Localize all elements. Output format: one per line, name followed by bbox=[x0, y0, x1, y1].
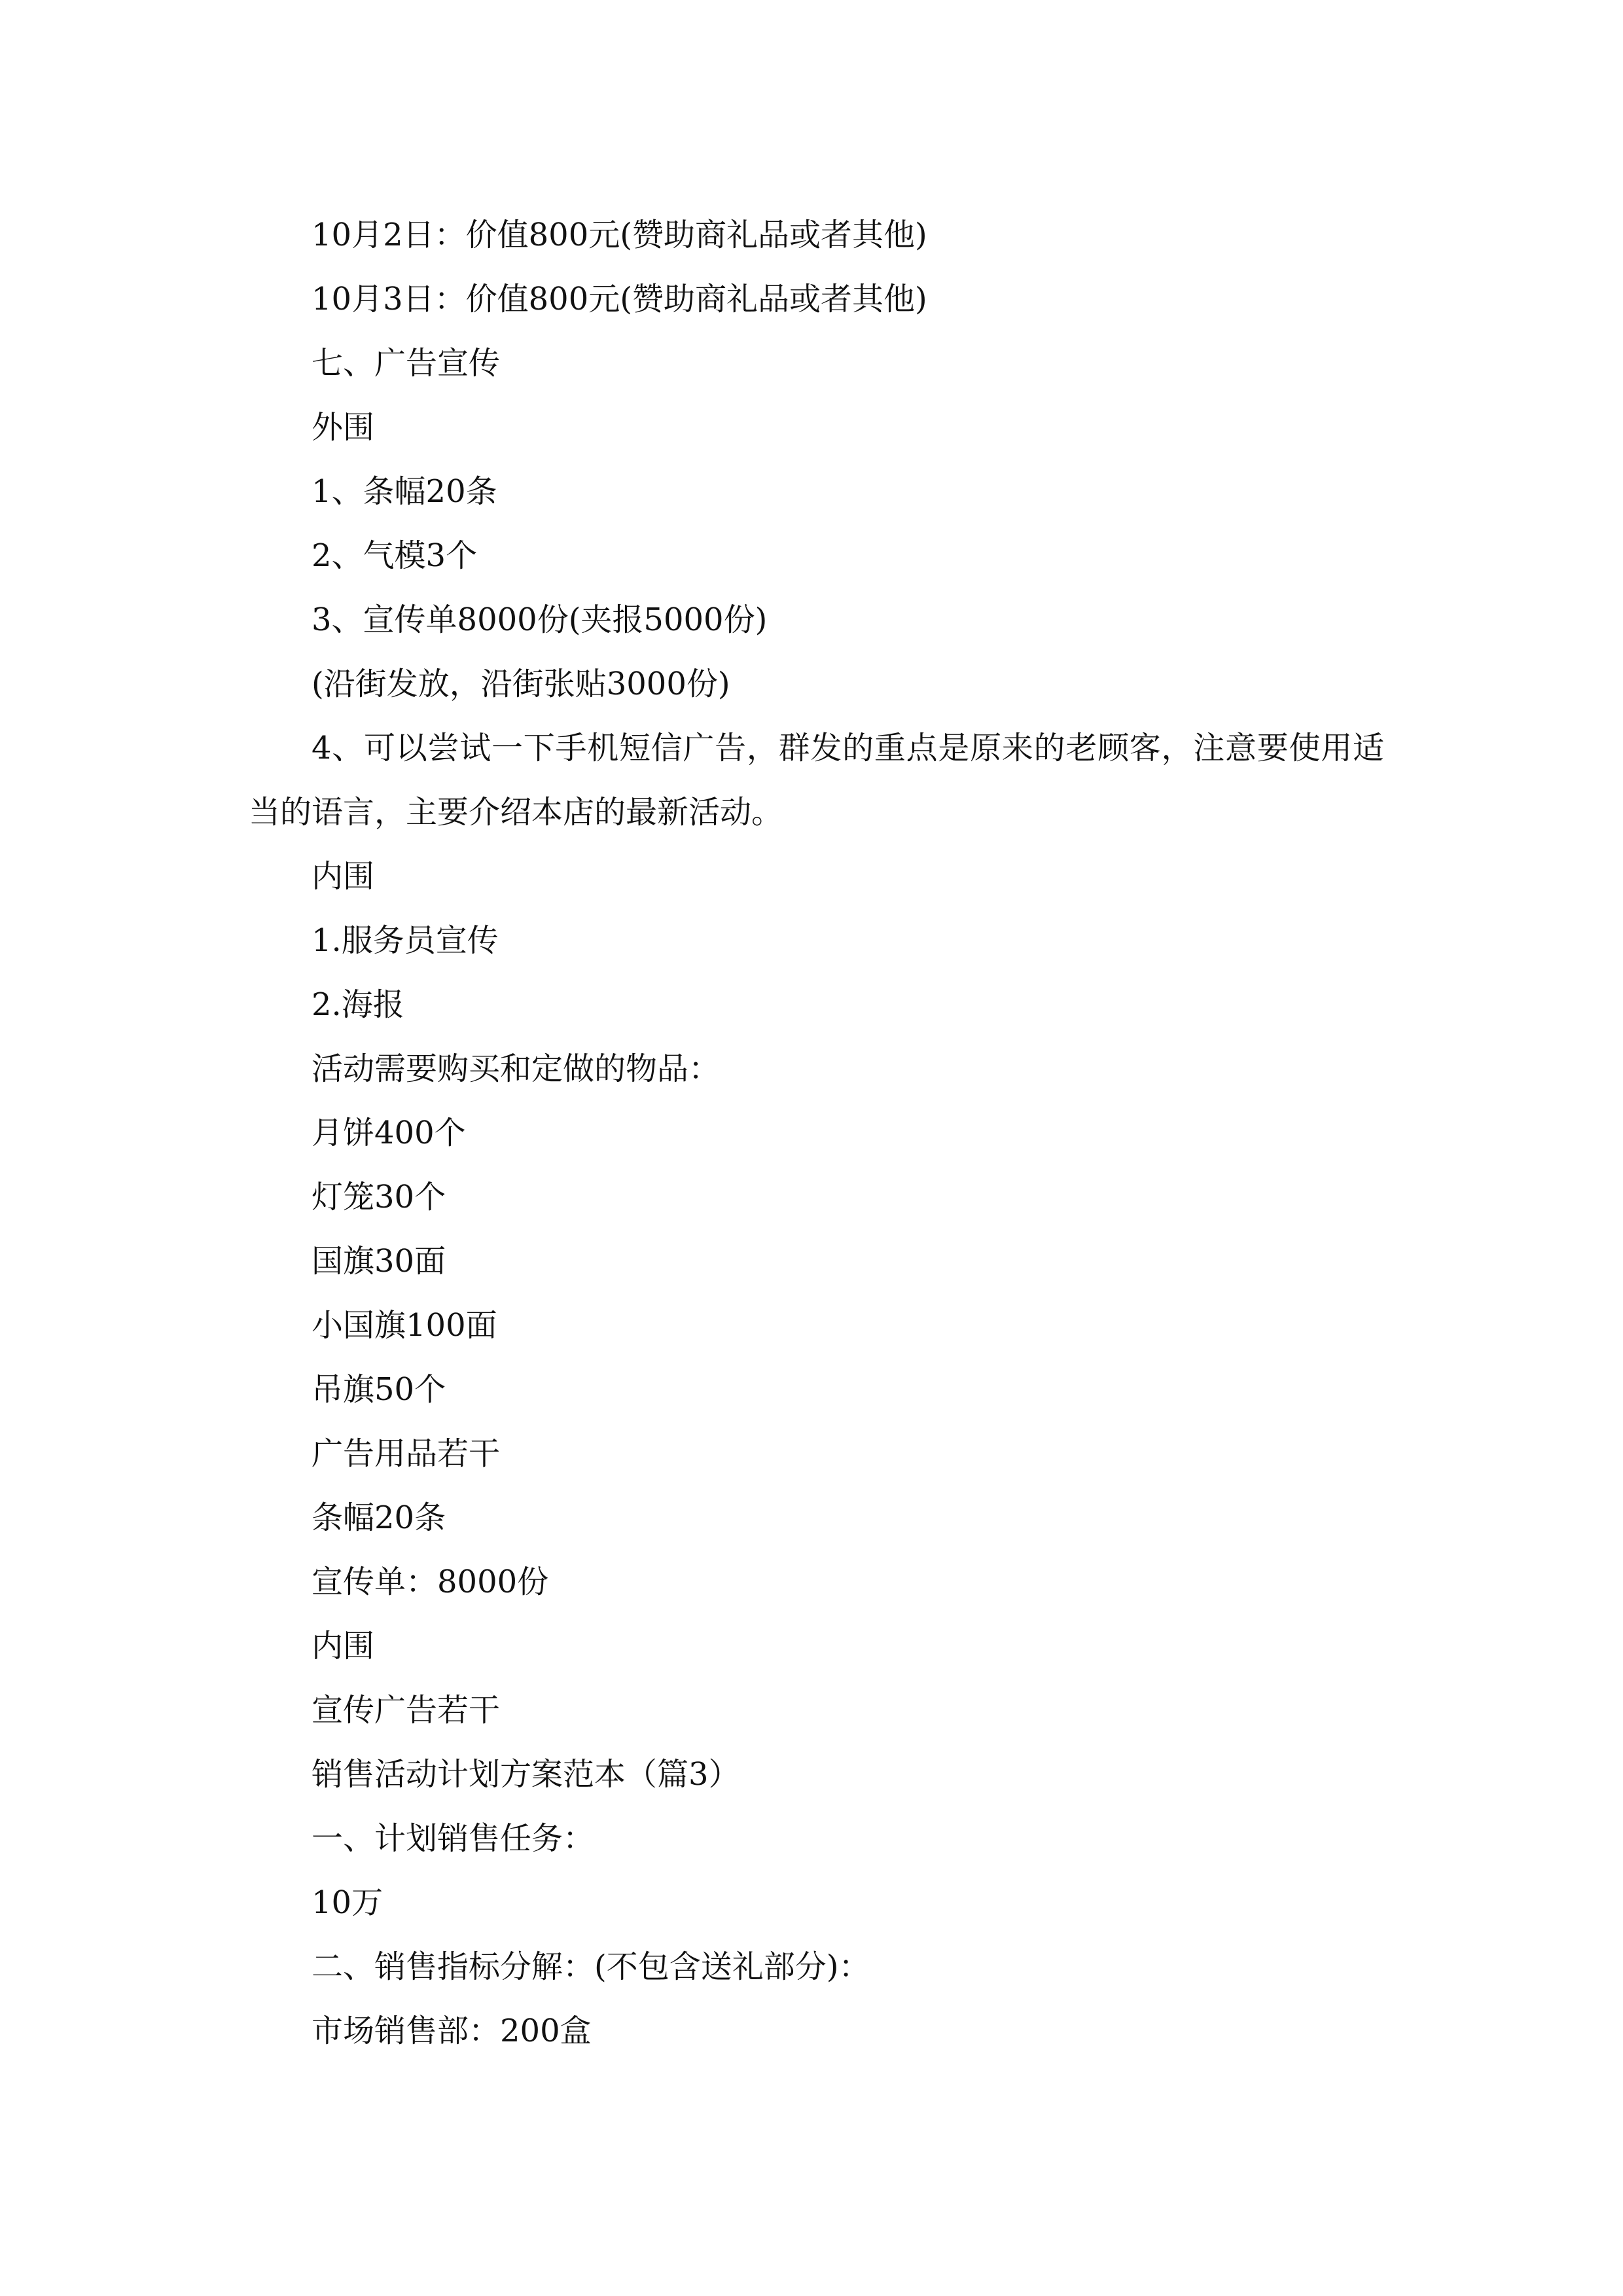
paragraph: 4、可以尝试一下手机短信广告，群发的重点是原来的老顾客，注意要使用适当的语言，主要介绍本店的最新活动。 bbox=[249, 730, 1384, 831]
list-item: 月饼400个 bbox=[312, 1115, 466, 1151]
section-heading: 二、销售指标分解：(不包含送礼部分)： bbox=[312, 1948, 870, 1985]
list-item: 2、气模3个 bbox=[312, 537, 478, 574]
list-item: 吊旗50个 bbox=[312, 1371, 446, 1408]
text-line: 10月2日：价值800元(赞助商礼品或者其他) bbox=[312, 217, 927, 253]
section-heading: 一、计划销售任务： bbox=[312, 1820, 595, 1857]
list-item: 条幅20条 bbox=[312, 1499, 446, 1536]
text-line: 市场销售部：200盒 bbox=[312, 2013, 592, 2049]
list-item: 3、宣传单8000份(夹报5000份) bbox=[312, 601, 768, 638]
subsection-label: 内围 bbox=[312, 1628, 375, 1664]
list-item: 宣传广告若干 bbox=[312, 1692, 501, 1729]
subsection-label: 外围 bbox=[312, 409, 375, 446]
document-body bbox=[249, 203, 1384, 2063]
list-item: 小国旗100面 bbox=[312, 1307, 497, 1344]
list-item: 2.海报 bbox=[312, 986, 404, 1023]
text-line: 10万 bbox=[312, 1884, 383, 1921]
text-line: 10月3日：价值800元(赞助商礼品或者其他) bbox=[312, 281, 927, 317]
list-item: 灯笼30个 bbox=[312, 1179, 446, 1215]
text-line: 活动需要购买和定做的物品： bbox=[312, 1050, 721, 1087]
list-item: 1、条幅20条 bbox=[312, 473, 497, 510]
list-item: 国旗30面 bbox=[312, 1243, 446, 1280]
list-item: 1.服务员宣传 bbox=[312, 922, 499, 959]
list-item: 宣传单：8000份 bbox=[312, 1564, 549, 1600]
subsection-label: 内围 bbox=[312, 858, 375, 895]
article-title: 销售活动计划方案范本（篇3） bbox=[312, 1756, 740, 1793]
text-line: (沿街发放，沿街张贴3000份) bbox=[312, 666, 730, 702]
list-item: 广告用品若干 bbox=[312, 1435, 501, 1472]
section-heading: 七、广告宣传 bbox=[312, 345, 501, 382]
